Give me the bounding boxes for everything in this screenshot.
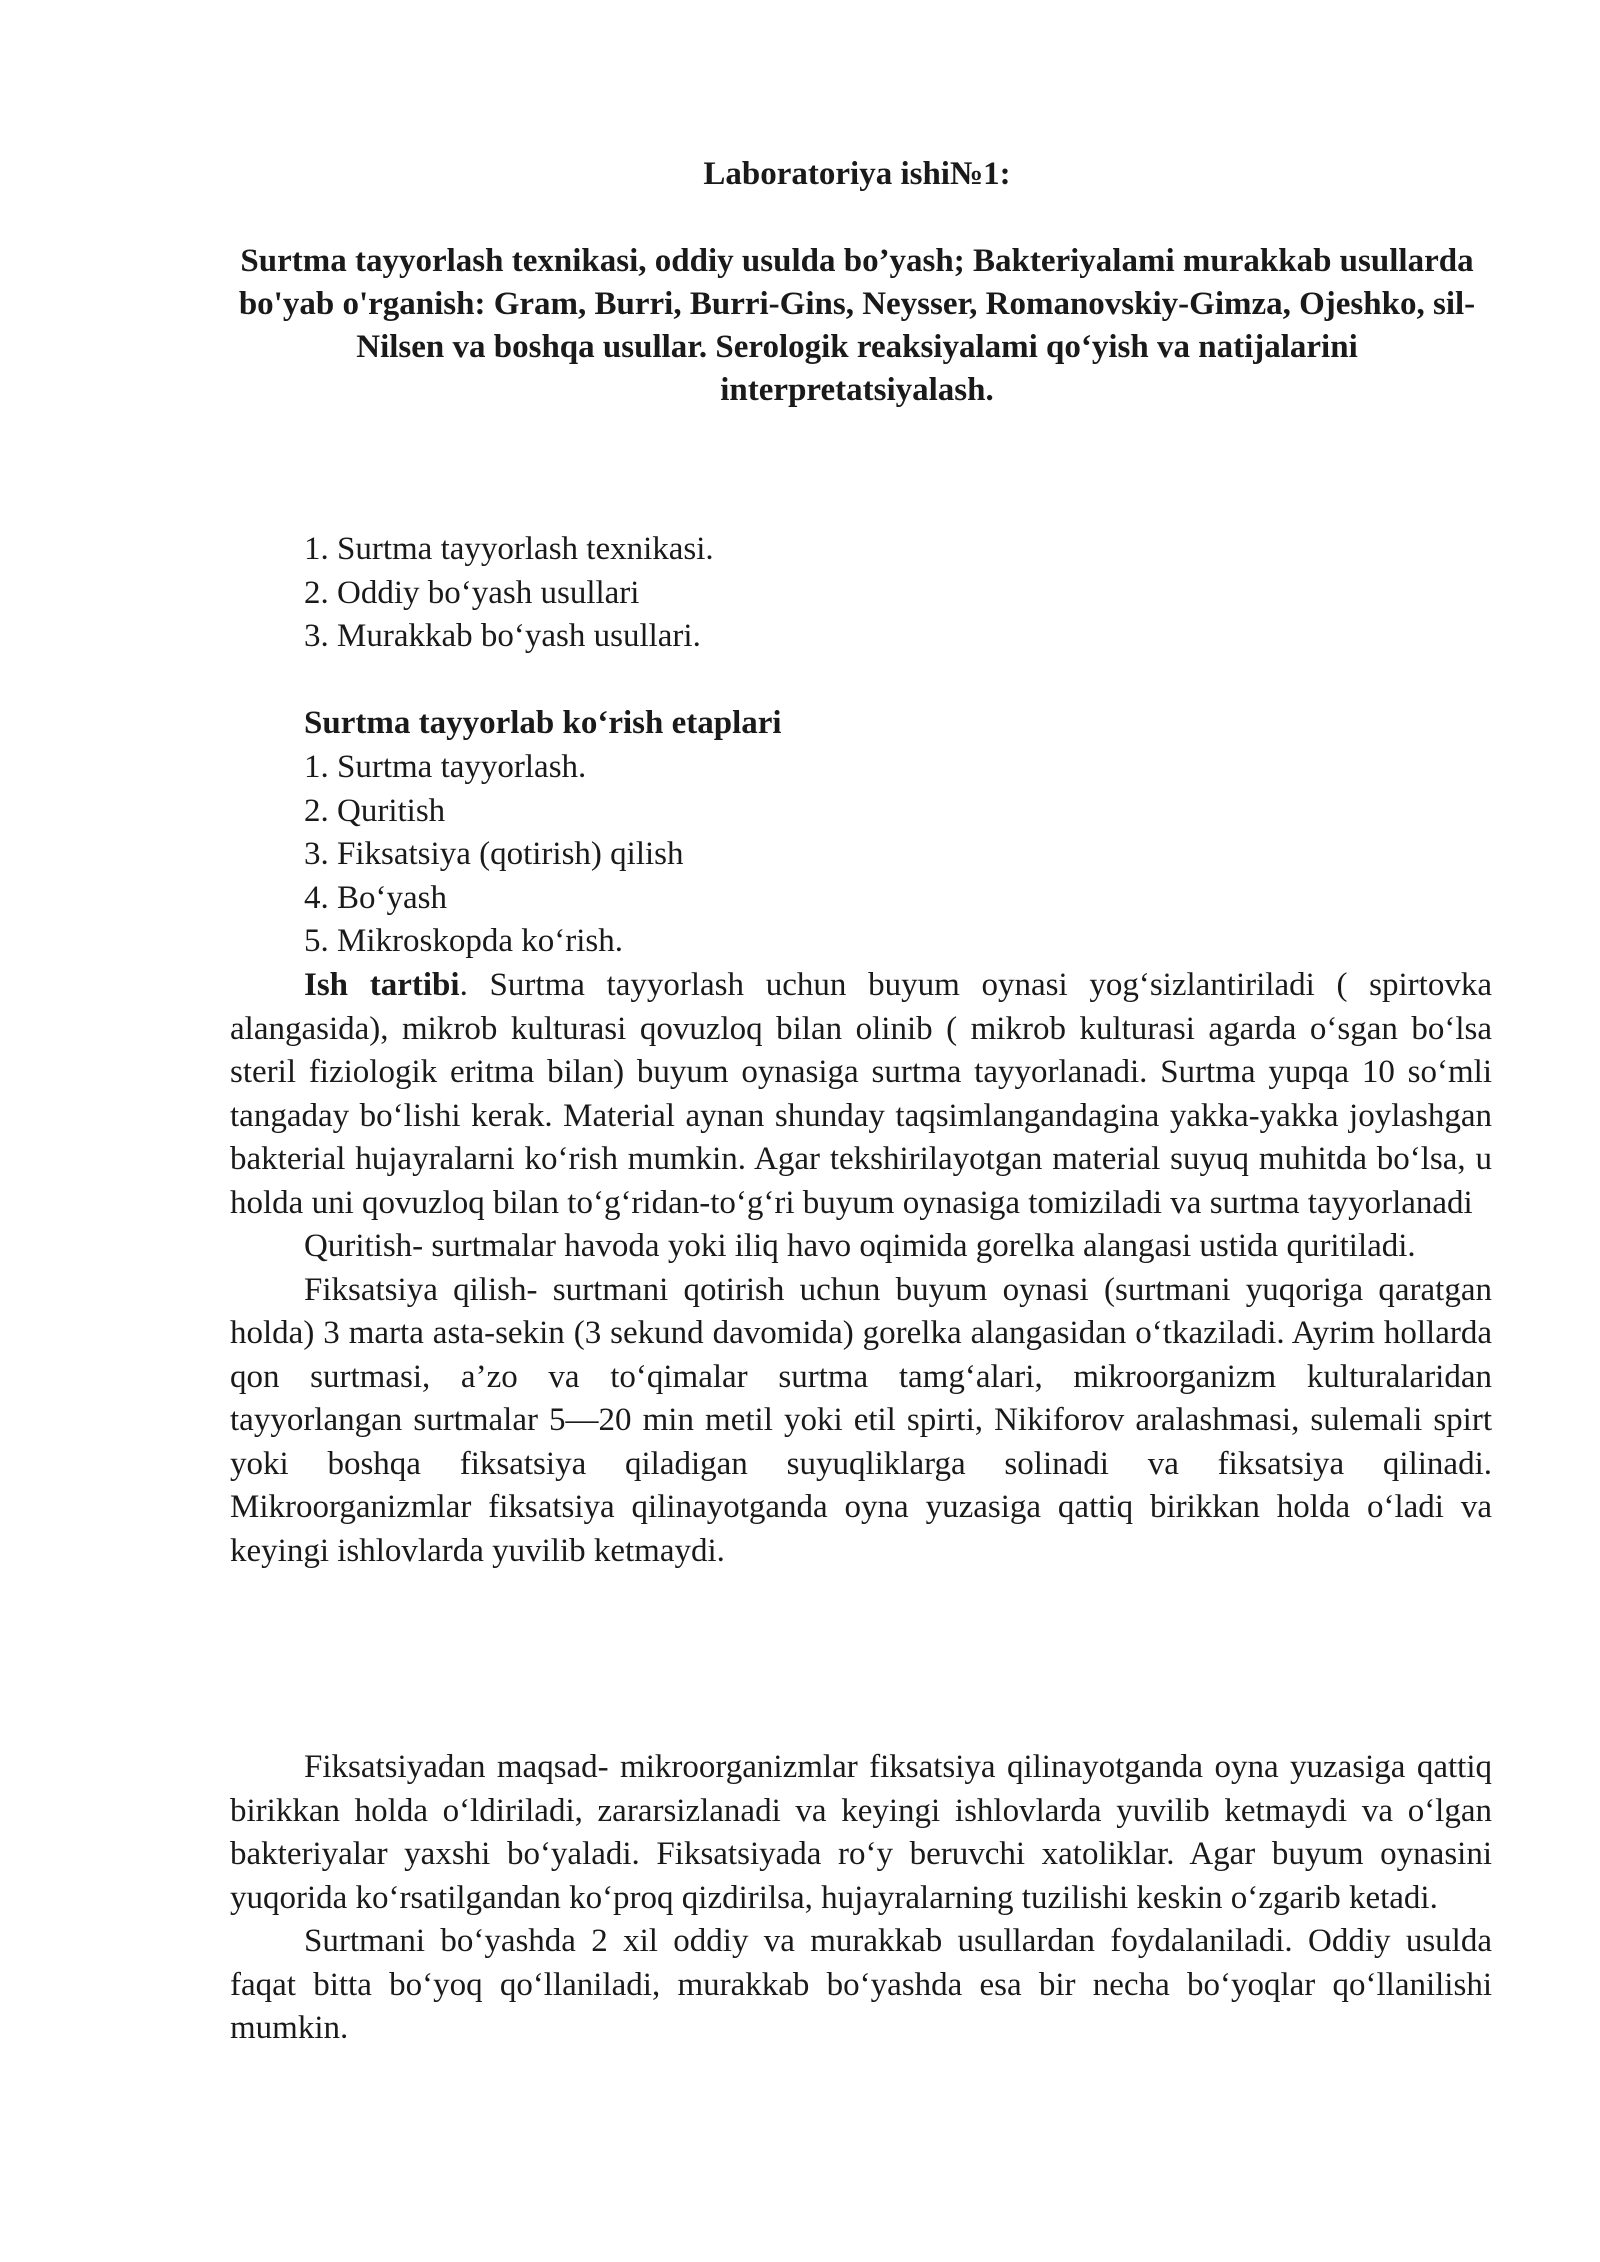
list-item: 2. Oddiy bo‘yash usullari xyxy=(304,574,640,611)
drying-paragraph: Quritish- surtmalar havoda yoki iliq havo oqimida gorelka alangasi ustida quritiladi. xyxy=(304,1228,1416,1264)
list-item: 2. Quritish xyxy=(304,792,446,829)
list-item: 1. Surtma tayyorlash. xyxy=(304,749,587,785)
procedure-text: . Surtma tayyorlash uchun buyum oynasi yog‘sizlantiriladi ( spirtovka alangasida), mikrob kulturasi qovuzloq bilan olinib ( mikrob kulturasi agarda o‘sgan bo‘lsa steril fiziologik eritma bilan) buyum oynasiga surtma tayyorlanadi. Surtma yupqa 10 so‘mli tangaday bo‘lishi kerak. Material aynan shunday taqsimlangandagina yakka-yakka joylashgan bakterial hujayralarni ko‘rish mumkin. Agar tekshirilayotgan material suyuq muhitda bo‘lsa, u holda uni qovuzloq bilan to‘g‘ridan-to‘g‘ri buyum oynasiga tomiziladi va surtma tayyorlanadi xyxy=(230,967,1492,1221)
fixation-paragraph: Fiksatsiya qilish- surtmani qotirish uchun buyum oynasi (surtmani yuqoriga qaratgan holda) 3 marta asta-sekin (3 sekund davomida) gorelka alangasidan o‘tkaziladi. Ayrim hollarda qon surtmasi, a’zo va to‘qimalar surtma tamg‘alari, mikroorganizm kulturalaridan tayyorlangan surtmalar 5—20 min metil yoki etil spirti, Nikiforov aralashmasi, sulemali spirt yoki boshqa fiksatsiya qiladigan suyuqliklarga solinadi va fiksatsiya qilinadi. Mikroorganizmlar fiksatsiya qilinayotganda oyna yuzasiga qattiq birikkan holda o‘ladi va keyingi ishlovlarda yuvilib ketmaydi. xyxy=(230,1271,1492,1569)
body-section-procedure xyxy=(230,964,1492,1573)
list-item: 1. Surtma tayyorlash texnikasi. xyxy=(304,531,714,567)
body-section-purpose xyxy=(230,1746,1492,2051)
staining-paragraph: Surtmani bo‘yashda 2 xil oddiy va murakkab usullardan foydalaniladi. Oddiy usulda faqat bitta bo‘yoq qo‘llaniladi, murakkab bo‘yashda esa bir necha bo‘yoqlar qo‘llanilishi mumkin. xyxy=(230,1923,1492,2046)
stages-list xyxy=(304,746,684,964)
stages-heading: Surtma tayyorlab ko‘rish etaplari xyxy=(304,705,782,741)
procedure-paragraph xyxy=(230,964,1492,1225)
topics-list xyxy=(304,528,714,659)
list-item: 4. Bo‘yash xyxy=(304,879,447,916)
document-subtitle: Surtma tayyorlash texnikasi, oddiy usulda bo’yash; Bakteriyalami murakkab usullarda bo'yab o'rganish: Gram, Burri, Burri-Gins, Neysser, Romanovskiy-Gimza, Ojeshko, sil-Nilsen va boshqa usullar. Serologik reaksiyalami qo‘yish va natijalarini interpretatsiyalash. xyxy=(238,243,1476,408)
procedure-label: Ish tartibi xyxy=(304,967,460,1003)
list-item: 3. Fiksatsiya (qotirish) qilish xyxy=(304,836,684,872)
document-title: Laboratoriya ishi№1: xyxy=(703,156,1011,192)
purpose-paragraph: Fiksatsiyadan maqsad- mikroorganizmlar fiksatsiya qilinayotganda oyna yuzasiga qattiq birikkan holda o‘ldiriladi, zararsizlanadi va keyingi ishlovlarda yuvilib ketmaydi va o‘lgan bakteriyalar yaxshi bo‘yaladi. Fiksatsiyada ro‘y beruvchi xatoliklar. Agar buyum oynasini yuqorida ko‘rsatilgandan ko‘proq qizdirilsa, hujayralarning tuzilishi keskin o‘zgarib ketadi. xyxy=(230,1749,1492,1916)
list-item: 5. Mikroskopda ko‘rish. xyxy=(304,923,623,959)
list-item: 3. Murakkab bo‘yash usullari. xyxy=(304,618,701,654)
